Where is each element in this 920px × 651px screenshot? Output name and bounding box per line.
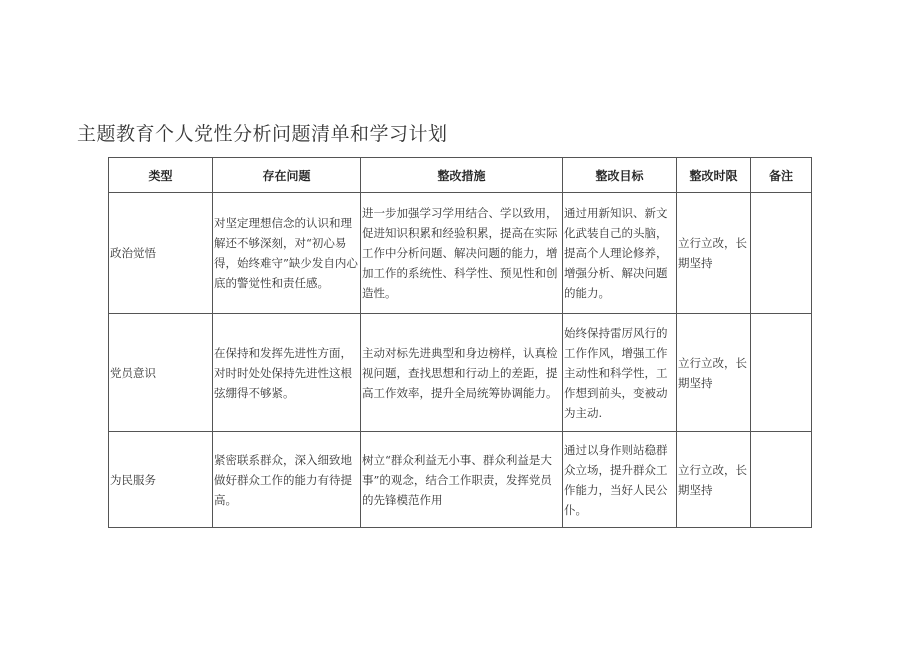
- table-row: [109, 314, 812, 432]
- cell-deadline: 立行立改，长期坚持: [677, 193, 751, 314]
- cell-goal: 通过以身作则站稳群众立场，提升群众工作能力，当好人民公仆。: [563, 432, 677, 528]
- plan-table: [108, 157, 812, 528]
- cell-type: 为民服务: [109, 432, 213, 528]
- cell-type: 政治觉悟: [109, 193, 213, 314]
- cell-deadline: 立行立改，长期坚持: [677, 432, 751, 528]
- header-remark: 备注: [751, 158, 812, 193]
- table-row: [109, 193, 812, 314]
- cell-measures: 进一步加强学习学用结合、学以致用，促进知识积累和经验积累，提高在实际工作中分析问题、解决问题的能力，增加工作的系统性、科学性、预见性和创造性。: [361, 193, 563, 314]
- header-goal: 整改目标: [563, 158, 677, 193]
- cell-deadline: 立行立改，长期坚持: [677, 314, 751, 432]
- header-problem: 存在问题: [213, 158, 361, 193]
- table-header-row: [109, 158, 812, 193]
- cell-remark: [751, 193, 812, 314]
- cell-problem: 紧密联系群众，深入细致地做好群众工作的能力有待提高。: [213, 432, 361, 528]
- cell-problem: 对坚定理想信念的认识和理解还不够深刻，对“初心易得，始终难守”缺少发自内心底的警觉性和责任感。: [213, 193, 361, 314]
- header-type: 类型: [109, 158, 213, 193]
- cell-goal: 始终保持雷厉风行的工作作风，增强工作主动性和科学性，工作想到前头，变被动为主动.: [563, 314, 677, 432]
- cell-problem: 在保持和发挥先进性方面，对时时处处保持先进性这根弦绷得不够紧。: [213, 314, 361, 432]
- cell-measures: 主动对标先进典型和身边榜样，认真检视问题，查找思想和行动上的差距，提高工作效率，提升全局统筹协调能力。: [361, 314, 563, 432]
- table-row: [109, 432, 812, 528]
- cell-type: 党员意识: [109, 314, 213, 432]
- cell-remark: [751, 432, 812, 528]
- header-deadline: 整改时限: [677, 158, 751, 193]
- document-title: 主题教育个人党性分析问题清单和学习计划: [77, 123, 448, 145]
- header-measures: 整改措施: [361, 158, 563, 193]
- cell-remark: [751, 314, 812, 432]
- cell-measures: 树立“群众利益无小事、群众利益是大事”的观念，结合工作职责，发挥党员的先锋模范作用: [361, 432, 563, 528]
- cell-goal: 通过用新知识、新文化武装自己的头脑，提高个人理论修养，增强分析、解决问题的能力。: [563, 193, 677, 314]
